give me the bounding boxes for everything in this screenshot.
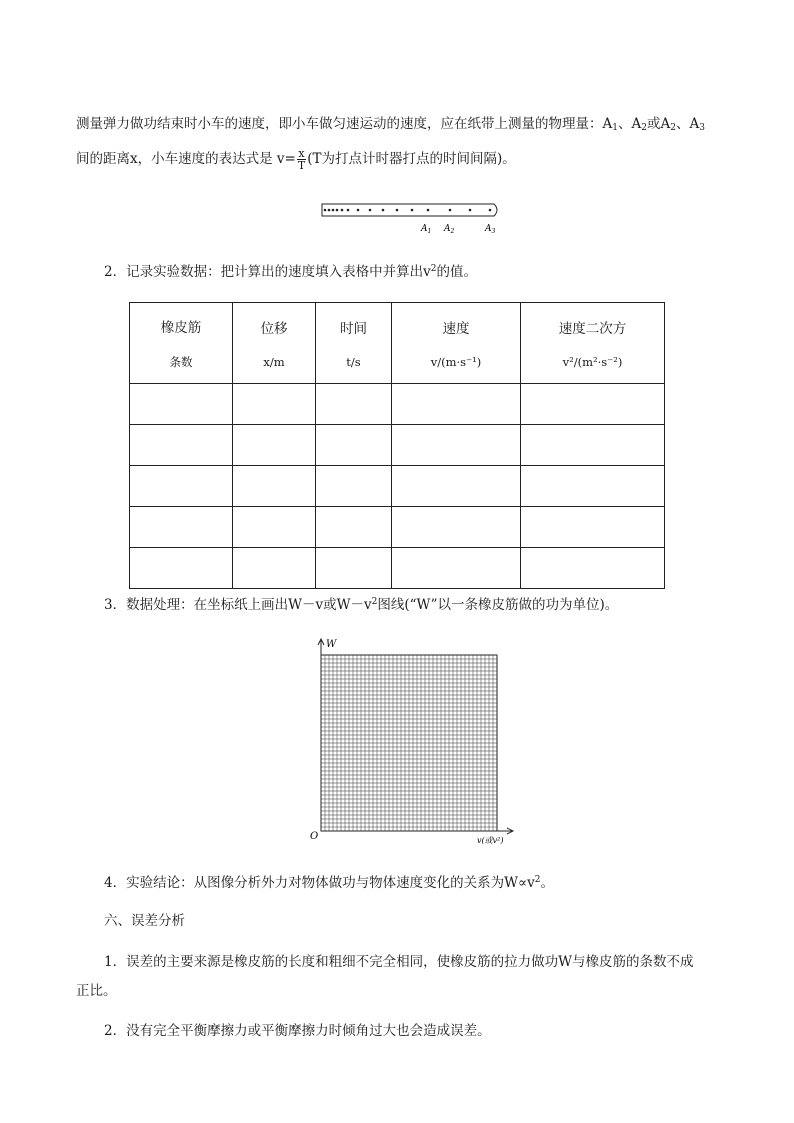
tape-label-a2: $A_2$ (444, 224, 455, 235)
header-speed: 速度 v/(m·s⁻¹) (392, 303, 521, 384)
paper-tape-figure (318, 198, 508, 240)
paragraph-speed-measure-line1: 测量弹力做功结束时小车的速度，即小车做匀速运动的速度，应在纸带上测量的物理量：$A_1$、$A_2$或$A_2$、$A_3$ (76, 116, 705, 133)
header-count: 橡皮筋 条数 (130, 303, 233, 384)
tape-dot (427, 209, 430, 212)
tape-dot (357, 209, 360, 212)
tape-dot (411, 209, 414, 212)
x-axis-label: v(或v²) (477, 836, 504, 845)
error-item-2: 2．没有完全平衡摩擦力或平衡摩擦力时倾角过大也会造成误差。 (104, 1023, 491, 1039)
tape-dot (328, 209, 331, 212)
tape-dot (341, 209, 344, 212)
step4-text: 4．实验结论：从图像分析外力对物体做功与物体速度变化的关系为$W\propto v^2$。 (104, 875, 554, 891)
data-table (129, 302, 665, 589)
header-speed-squared: 速度二次方 v²/(m²·s⁻²) (521, 303, 665, 384)
tape-dot (324, 209, 327, 212)
tape-dot (489, 209, 492, 212)
step3-text: 3．数据处理：在坐标纸上画出W－v或$W-v^2$图线(“W”以一条橡皮筋做的功为单位)。 (104, 597, 619, 613)
table-row (130, 466, 665, 507)
tape-dot (332, 209, 335, 212)
tape-dot (347, 209, 350, 212)
header-time: 时间 t/s (316, 303, 392, 384)
tape-dot (382, 209, 385, 212)
tape-label-a3: $A_3$ (485, 224, 496, 235)
error-item-1-line2: 正比。 (76, 983, 117, 999)
origin-label: O (310, 831, 319, 842)
header-displacement: 位移 x/m (233, 303, 316, 384)
graph-paper-figure (305, 636, 520, 851)
tape-dot (469, 209, 472, 212)
tape-dot (336, 209, 339, 212)
table-row (130, 507, 665, 548)
speed-fraction: $\frac{x}{T}$ (297, 147, 306, 172)
section-error-analysis-heading: 六、误差分析 (104, 913, 185, 929)
table-row (130, 384, 665, 425)
y-axis-label: W (326, 639, 337, 650)
error-item-1-line1: 1．误差的主要来源是橡皮筋的长度和粗细不完全相同，使橡皮筋的拉力做功W与橡皮筋的条数不成 (104, 954, 694, 970)
tape-dot (449, 209, 452, 212)
table-header-row (130, 303, 665, 384)
tape-label-a1: $A_1$ (421, 224, 432, 235)
tape-dot (369, 209, 372, 212)
paragraph-speed-measure-line2: 间的距离x，小车速度的表达式是 v= $\frac{x}{T}$ (T为打点计时器打点的时间间隔)。 (76, 147, 516, 172)
table-row (130, 425, 665, 466)
tape-dot (396, 209, 399, 212)
step2-text: 2．记录实验数据：把计算出的速度填入表格中并算出$v^2$的值。 (104, 264, 477, 280)
table-row (130, 548, 665, 589)
